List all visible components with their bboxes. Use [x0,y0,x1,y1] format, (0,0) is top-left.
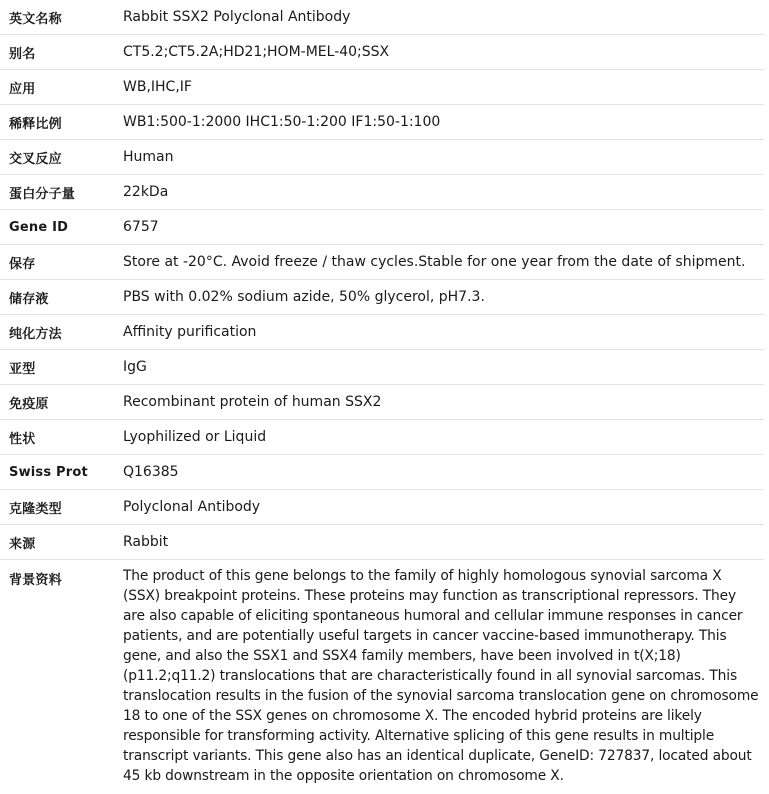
spec-label: 克隆类型 [0,490,123,525]
spec-row-swiss-prot [0,455,764,490]
spec-value: Rabbit [123,525,764,560]
spec-value: Affinity purification [123,315,764,350]
spec-row-clonality [0,490,764,525]
spec-value: 6757 [123,210,764,245]
spec-value: PBS with 0.02% sodium azide, 50% glycerol, pH7.3. [123,280,764,315]
spec-value: Rabbit SSX2 Polyclonal Antibody [123,0,764,35]
spec-label: 别名 [0,35,123,70]
spec-label: 来源 [0,525,123,560]
spec-label: 储存液 [0,280,123,315]
spec-label: 纯化方法 [0,315,123,350]
spec-label: 稀释比例 [0,105,123,140]
spec-row-immunogen [0,385,764,420]
spec-label: 性状 [0,420,123,455]
spec-label: 英文名称 [0,0,123,35]
spec-value: 22kDa [123,175,764,210]
spec-row-alias [0,35,764,70]
spec-value: Polyclonal Antibody [123,490,764,525]
background-description: The product of this gene belongs to the family of highly homologous synovial sarcoma X (SSX) breakpoint proteins. These proteins may function as transcriptional repressors. They are also capable of eliciting spontaneous humoral and cellular immune responses in cancer patients, and are potentially useful targets in cancer vaccine-based immunotherapy. This gene, and also the SSX1 and SSX4 family members, have been involved in t(X;18)(p11.2;q11.2) translocations that are characteristically found in all synovial sarcomas. This translocation results in the fusion of the synovial sarcoma translocation gene on chromosome 18 to one of the SSX genes on chromosome X. The encoded hybrid proteins are likely responsible for transforming activity. Alternative splicing of this gene results in multiple transcript variants. This gene also has an identical duplicate, GeneID: 727837, located about 45 kb downstream in the opposite orientation on chromosome X. [123,568,759,784]
spec-row-gene-id [0,210,764,245]
spec-row-cross-reactivity [0,140,764,175]
spec-label: Gene ID [0,210,123,245]
spec-value: Store at -20°C. Avoid freeze / thaw cycles.Stable for one year from the date of shipment. [123,245,764,280]
spec-label: 亚型 [0,350,123,385]
spec-label: Swiss Prot [0,455,123,490]
spec-label: 蛋白分子量 [0,175,123,210]
spec-value: Recombinant protein of human SSX2 [123,385,764,420]
spec-row-host [0,525,764,560]
spec-value: CT5.2;CT5.2A;HD21;HOM-MEL-40;SSX [123,35,764,70]
spec-value: IgG [123,350,764,385]
spec-row-storage-buffer [0,280,764,315]
spec-value: Human [123,140,764,175]
spec-label: 应用 [0,70,123,105]
spec-value: WB,IHC,IF [123,70,764,105]
spec-label: 背景资料 [9,573,62,588]
spec-value: Q16385 [123,455,764,490]
spec-label: 保存 [0,245,123,280]
spec-row-isotype [0,350,764,385]
spec-row-form [0,420,764,455]
spec-row-application [0,70,764,105]
spec-row-storage [0,245,764,280]
spec-row-molecular-weight [0,175,764,210]
spec-row-dilution [0,105,764,140]
spec-row-purification [0,315,764,350]
spec-value: WB1:500-1:2000 IHC1:50-1:200 IF1:50-1:100 [123,105,764,140]
spec-value: Lyophilized or Liquid [123,420,764,455]
spec-row-english-name [0,0,764,35]
spec-row-background [0,560,764,794]
spec-label: 交叉反应 [0,140,123,175]
spec-label: 免疫原 [0,385,123,420]
